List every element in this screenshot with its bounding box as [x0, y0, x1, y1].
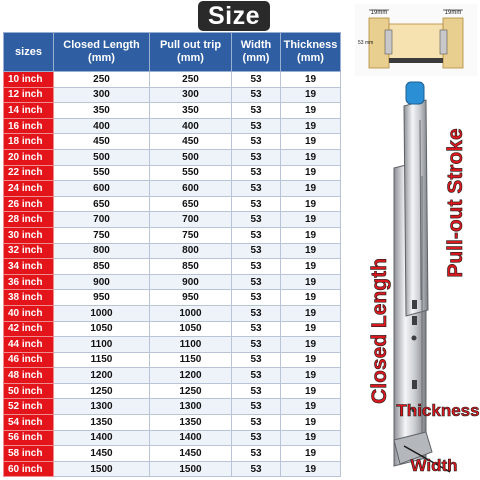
header-sizes: sizes [4, 33, 54, 72]
value-cell: 1250 [54, 383, 150, 399]
value-cell: 53 [232, 243, 281, 259]
table-row [4, 383, 341, 399]
value-cell: 19 [281, 446, 341, 462]
value-cell: 53 [232, 134, 281, 150]
value-cell: 750 [54, 227, 150, 243]
right-dimension-label: 19mm [444, 10, 462, 16]
size-cell: 24 inch [4, 181, 54, 197]
value-cell: 19 [281, 181, 341, 197]
value-cell: 1150 [54, 352, 150, 368]
value-cell: 53 [232, 352, 281, 368]
header-thickness: Thickness (mm) [281, 33, 341, 72]
value-cell: 650 [150, 196, 232, 212]
value-cell: 950 [54, 290, 150, 306]
value-cell: 53 [232, 368, 281, 384]
value-cell: 1250 [150, 383, 232, 399]
table-row [4, 290, 341, 306]
size-cell: 38 inch [4, 290, 54, 306]
value-cell: 19 [281, 305, 341, 321]
value-cell: 19 [281, 290, 341, 306]
size-cell: 20 inch [4, 149, 54, 165]
value-cell: 400 [150, 118, 232, 134]
value-cell: 53 [232, 259, 281, 275]
size-cell: 40 inch [4, 305, 54, 321]
value-cell: 1450 [150, 446, 232, 462]
value-cell: 19 [281, 352, 341, 368]
size-cell: 32 inch [4, 243, 54, 259]
table-row [4, 321, 341, 337]
pull-out-stroke-label: Pull-out Stroke [444, 128, 467, 278]
size-cell: 26 inch [4, 196, 54, 212]
size-cell: 34 inch [4, 259, 54, 275]
table-row [4, 243, 341, 259]
value-cell: 19 [281, 399, 341, 415]
value-cell: 800 [150, 243, 232, 259]
drawer-box [389, 24, 443, 62]
size-cell: 44 inch [4, 337, 54, 353]
value-cell: 1500 [54, 461, 150, 477]
value-cell: 53 [232, 72, 281, 88]
size-cell: 42 inch [4, 321, 54, 337]
value-cell: 19 [281, 383, 341, 399]
value-cell: 1100 [150, 337, 232, 353]
value-cell: 53 [232, 383, 281, 399]
value-cell: 1200 [54, 368, 150, 384]
value-cell: 600 [150, 181, 232, 197]
size-cell: 22 inch [4, 165, 54, 181]
value-cell: 19 [281, 87, 341, 103]
thickness-label: Thickness [396, 401, 480, 420]
value-cell: 19 [281, 430, 341, 446]
value-cell: 1000 [54, 305, 150, 321]
value-cell: 550 [54, 165, 150, 181]
value-cell: 53 [232, 118, 281, 134]
table-row [4, 196, 341, 212]
value-cell: 19 [281, 368, 341, 384]
value-cell: 19 [281, 461, 341, 477]
size-cell: 52 inch [4, 399, 54, 415]
table-row [4, 227, 341, 243]
drawer-bottom [389, 58, 443, 63]
size-cell: 58 inch [4, 446, 54, 462]
value-cell: 1300 [54, 399, 150, 415]
header-closed-length: Closed Length (mm) [54, 33, 150, 72]
table-row [4, 415, 341, 431]
value-cell: 250 [150, 72, 232, 88]
value-cell: 450 [150, 134, 232, 150]
value-cell: 53 [232, 181, 281, 197]
value-cell: 19 [281, 337, 341, 353]
table-row [4, 212, 341, 228]
value-cell: 1150 [150, 352, 232, 368]
size-cell: 48 inch [4, 368, 54, 384]
size-cell: 46 inch [4, 352, 54, 368]
table-row [4, 446, 341, 462]
value-cell: 1500 [150, 461, 232, 477]
table-row [4, 103, 341, 119]
value-cell: 53 [232, 446, 281, 462]
size-table [3, 32, 341, 477]
value-cell: 53 [232, 461, 281, 477]
table-row [4, 274, 341, 290]
value-cell: 600 [54, 181, 150, 197]
value-cell: 850 [54, 259, 150, 275]
size-cell: 30 inch [4, 227, 54, 243]
table-body [4, 72, 341, 477]
table-header-row [4, 33, 341, 72]
value-cell: 53 [232, 399, 281, 415]
value-cell: 1400 [150, 430, 232, 446]
value-cell: 53 [232, 305, 281, 321]
value-cell: 53 [232, 165, 281, 181]
value-cell: 19 [281, 165, 341, 181]
size-cell: 60 inch [4, 461, 54, 477]
value-cell: 19 [281, 103, 341, 119]
value-cell: 19 [281, 149, 341, 165]
table-row [4, 430, 341, 446]
value-cell: 350 [150, 103, 232, 119]
value-cell: 53 [232, 103, 281, 119]
value-cell: 900 [150, 274, 232, 290]
value-cell: 53 [232, 149, 281, 165]
right-slide-profile [440, 30, 447, 54]
value-cell: 53 [232, 430, 281, 446]
value-cell: 19 [281, 118, 341, 134]
value-cell: 300 [150, 87, 232, 103]
table-row [4, 461, 341, 477]
value-cell: 19 [281, 259, 341, 275]
value-cell: 400 [54, 118, 150, 134]
size-cell: 12 inch [4, 87, 54, 103]
size-cell: 28 inch [4, 212, 54, 228]
value-cell: 1100 [54, 337, 150, 353]
value-cell: 800 [54, 243, 150, 259]
value-cell: 53 [232, 321, 281, 337]
table-row [4, 118, 341, 134]
value-cell: 650 [54, 196, 150, 212]
inner-rail [404, 100, 428, 316]
release-lever-icon [406, 82, 424, 104]
value-cell: 19 [281, 243, 341, 259]
size-cell: 36 inch [4, 274, 54, 290]
left-dimension-label: 19mm [370, 10, 388, 16]
cabinet-diagram [355, 4, 477, 76]
value-cell: 1300 [150, 399, 232, 415]
value-cell: 700 [54, 212, 150, 228]
value-cell: 19 [281, 274, 341, 290]
value-cell: 700 [150, 212, 232, 228]
width-label: Width [410, 456, 458, 475]
value-cell: 53 [232, 290, 281, 306]
header-pull-out-trip: Pull out trip (mm) [150, 33, 232, 72]
value-cell: 19 [281, 134, 341, 150]
value-cell: 1000 [150, 305, 232, 321]
value-cell: 19 [281, 212, 341, 228]
table-row [4, 259, 341, 275]
value-cell: 300 [54, 87, 150, 103]
value-cell: 19 [281, 196, 341, 212]
value-cell: 350 [54, 103, 150, 119]
table-row [4, 399, 341, 415]
value-cell: 750 [150, 227, 232, 243]
size-cell: 14 inch [4, 103, 54, 119]
header-width: Width (mm) [232, 33, 281, 72]
value-cell: 53 [232, 227, 281, 243]
table-row [4, 181, 341, 197]
value-cell: 500 [54, 149, 150, 165]
table-row [4, 352, 341, 368]
value-cell: 1200 [150, 368, 232, 384]
value-cell: 450 [54, 134, 150, 150]
size-cell: 18 inch [4, 134, 54, 150]
closed-length-label: Closed Length [368, 258, 391, 404]
value-cell: 1050 [150, 321, 232, 337]
table-row [4, 149, 341, 165]
height-dimension-label: 53 mm [358, 40, 374, 46]
value-cell: 900 [54, 274, 150, 290]
value-cell: 950 [150, 290, 232, 306]
table-row [4, 165, 341, 181]
size-cell: 54 inch [4, 415, 54, 431]
page-title: Size [198, 1, 270, 31]
left-slide-profile [385, 30, 392, 54]
table-row [4, 368, 341, 384]
value-cell: 19 [281, 72, 341, 88]
table-row [4, 305, 341, 321]
size-cell: 50 inch [4, 383, 54, 399]
size-cell: 56 inch [4, 430, 54, 446]
value-cell: 1400 [54, 430, 150, 446]
size-cell: 10 inch [4, 72, 54, 88]
value-cell: 1050 [54, 321, 150, 337]
value-cell: 53 [232, 337, 281, 353]
value-cell: 1350 [54, 415, 150, 431]
table-row [4, 72, 341, 88]
value-cell: 550 [150, 165, 232, 181]
value-cell: 250 [54, 72, 150, 88]
value-cell: 19 [281, 415, 341, 431]
table-row [4, 134, 341, 150]
value-cell: 500 [150, 149, 232, 165]
size-cell: 16 inch [4, 118, 54, 134]
value-cell: 53 [232, 274, 281, 290]
table-row [4, 337, 341, 353]
value-cell: 53 [232, 212, 281, 228]
value-cell: 19 [281, 321, 341, 337]
table-row [4, 87, 341, 103]
value-cell: 53 [232, 415, 281, 431]
value-cell: 850 [150, 259, 232, 275]
value-cell: 19 [281, 227, 341, 243]
value-cell: 53 [232, 196, 281, 212]
value-cell: 53 [232, 87, 281, 103]
value-cell: 1450 [54, 446, 150, 462]
value-cell: 1350 [150, 415, 232, 431]
